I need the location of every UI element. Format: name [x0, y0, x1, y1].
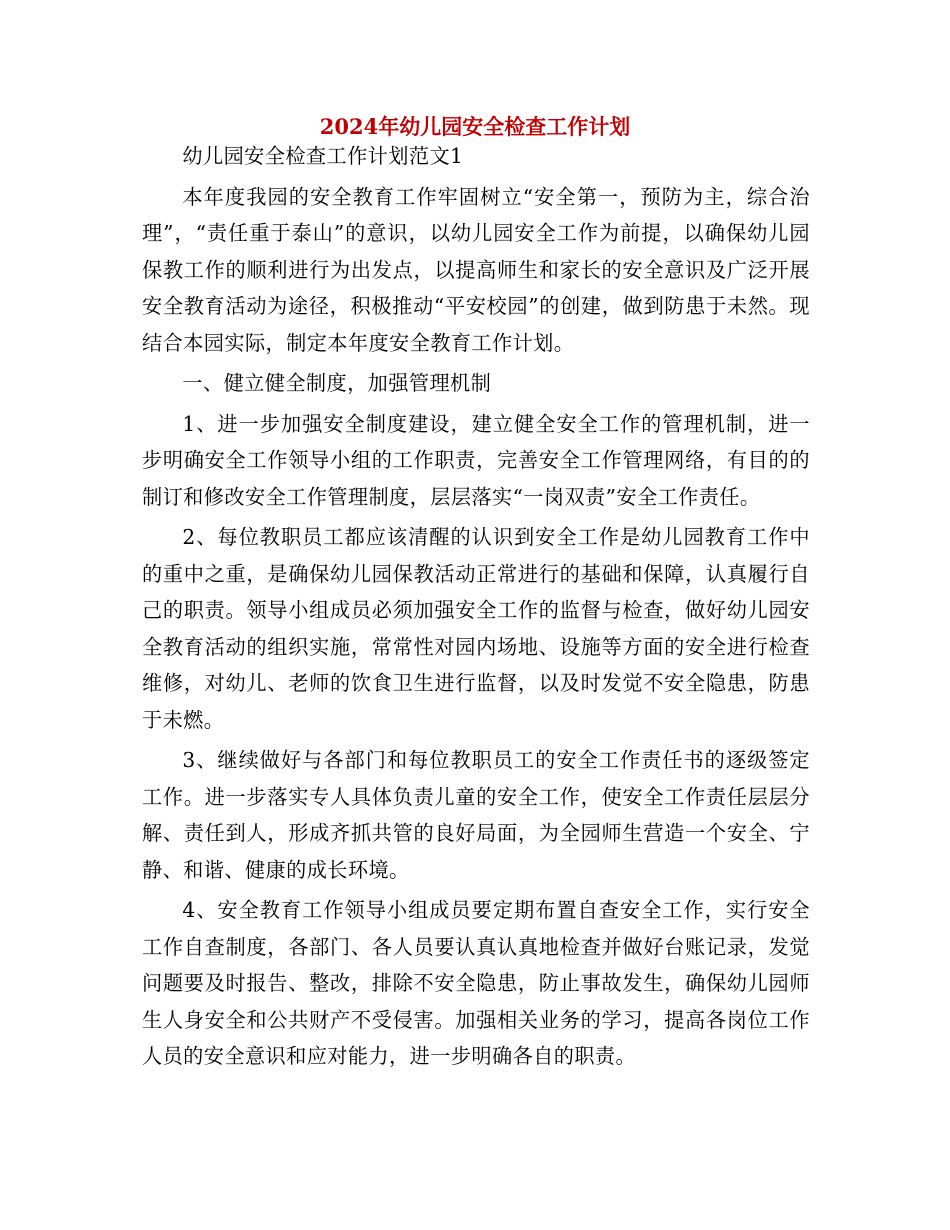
paragraph-intro: 本年度我园的安全教育工作牢固树立“安全第一，预防为主，综合治理”，“责任重于泰山”的意识，以幼儿园安全工作为前提，以确保幼儿园保教工作的顺利进行为出发点，以提高师生和家长的安全意识及广泛开展安全教育活动为途径，积极推动“平安校园”的创建，做到防患于未然。现结合本园实际，制定本年度安全教育工作计划。	[142, 184, 810, 355]
paragraph-item-4: 4、安全教育工作领导小组成员要定期布置自查安全工作，实行安全工作自查制度，各部门、各人员要认真认真地检查并做好台账记录，发觉问题要及时报告、整改，排除不安全隐患，防止事故发生，确保幼儿园师生人身安全和公共财产不受侵害。加强相关业务的学习，提高各岗位工作人员的安全意识和应对能力，进一步明确各自的职责。	[142, 898, 810, 1068]
document-subtitle: 幼儿园安全检查工作计划范文1	[182, 144, 464, 168]
document-body	[142, 138, 810, 1079]
paragraph-item-1: 1、进一步加强安全制度建设，建立健全安全工作的管理机制，进一步明确安全工作领导小组的工作职责，完善安全工作管理网络，有目的的制订和修改安全工作管理制度，层层落实“一岗双责”安全工作责任。	[142, 411, 810, 509]
section-heading: 一、健立健全制度，加强管理机制	[182, 371, 492, 395]
paragraph-item-2: 2、每位教职员工都应该清醒的认识到安全工作是幼儿园教育工作中的重中之重，是确保幼儿园保教活动正常进行的基础和保障，认真履行自己的职责。领导小组成员必须加强安全工作的监督与检查，做好幼儿园安全教育活动的组织实施，常常性对园内场地、设施等方面的安全进行检查维修，对幼儿、老师的饮食卫生进行监督，以及时发觉不安全隐患，防患于未燃。	[142, 525, 810, 732]
document-title: 2024年幼儿园安全检查工作计划	[319, 114, 631, 139]
paragraph-item-3: 3、继续做好与各部门和每位教职员工的安全工作责任书的逐级签定工作。进一步落实专人具体负责儿童的安全工作，使安全工作责任层层分解、责任到人，形成齐抓共管的良好局面，为全园师生营造一个安全、宁静、和谐、健康的成长环境。	[142, 748, 810, 882]
